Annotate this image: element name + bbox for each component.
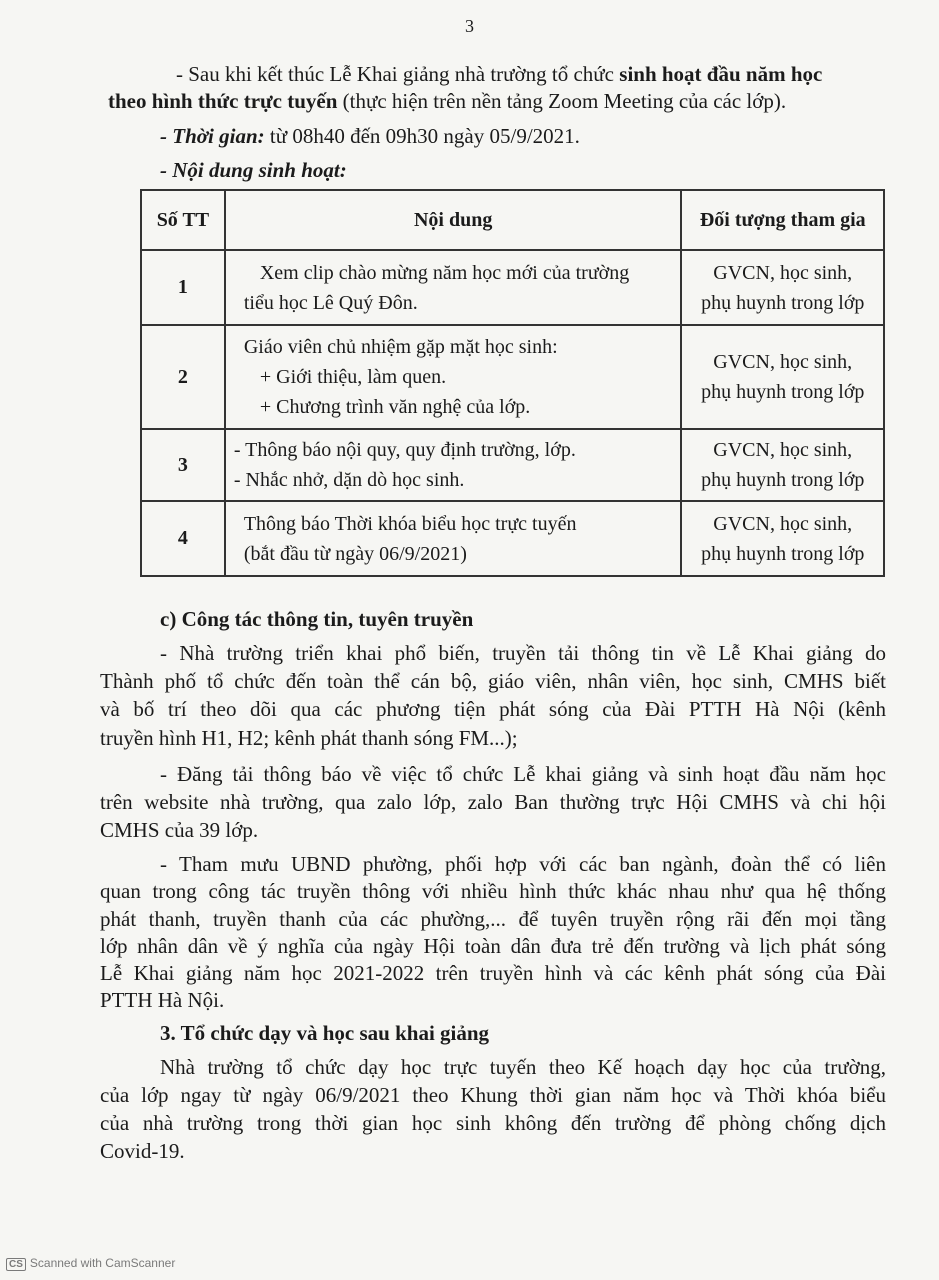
participants-line: phụ huynh trong lớp (701, 291, 865, 314)
participants-line: GVCN, học sinh, (713, 351, 853, 373)
header-content: Nội dung (225, 190, 682, 250)
scanner-watermark (6, 1256, 175, 1271)
paragraph-line: Lễ Khai giảng năm học 2021-2022 trên truyền hình và các kênh phát sóng của Đài (100, 961, 886, 985)
participants-line: phụ huynh trong lớp (701, 381, 865, 403)
table-row (141, 325, 884, 429)
intro-line-1 (176, 62, 822, 87)
paragraph-line: Thành phố tổ chức đến toàn thể cán bộ, giáo viên, nhân viên, học sinh, CMHS biết (100, 669, 886, 693)
paragraph-line: quan trong công tác truyền thông với nhiều hình thức khác nhau như qua hệ thống (100, 879, 886, 903)
participants-line: phụ huynh trong lớp (701, 469, 865, 491)
paragraph-line: truyền hình H1, H2; kênh phát thanh sóng FM...); (100, 726, 518, 750)
participants-line: GVCN, học sinh, (713, 261, 853, 284)
section-3-heading: 3. Tổ chức dạy và học sau khai giảng (160, 1021, 490, 1045)
paragraph-line: và bố trí theo dõi qua các phương tiện phát sóng của Đài PTTH Hà Nội (kênh (100, 697, 886, 721)
row-number: 2 (141, 325, 225, 429)
row-participants (681, 429, 884, 501)
paragraph-line: - Nhà trường triển khai phổ biến, truyền tải thông tin về Lễ Khai giảng do (160, 641, 886, 665)
intro-bold-text-2: theo hình thức trực tuyến (108, 89, 338, 113)
participants-line: GVCN, học sinh, (713, 512, 853, 535)
content-line: + Giới thiệu, làm quen. (259, 366, 447, 388)
paragraph-line: của nhà trường trong thời gian học sinh không đến trường để phòng chống dịch (100, 1111, 886, 1135)
row-participants (681, 250, 884, 325)
paragraph-line: lớp nhân dân về ý nghĩa của ngày Hội toàn dân đưa trẻ đến trường và lịch phát sóng (100, 934, 886, 958)
intro-text-2: (thực hiện trên nền tảng Zoom Meeting của các lớp). (337, 89, 787, 113)
time-label: - Thời gian: (160, 124, 265, 148)
time-line (160, 124, 580, 149)
row-content (225, 501, 682, 576)
participants-line: phụ huynh trong lớp (701, 542, 865, 565)
row-content (225, 429, 682, 501)
paragraph-line: của lớp ngay từ ngày 06/9/2021 theo Khung thời gian năm học và Thời khóa biểu (100, 1083, 886, 1107)
table-row (141, 501, 884, 576)
row-content (225, 250, 682, 325)
content-line: Thông báo Thời khóa biểu học trực tuyến (243, 512, 577, 535)
content-line: tiểu học Lê Quý Đôn. (243, 291, 418, 314)
content-line: Xem clip chào mừng năm học mới của trường (259, 261, 630, 284)
header-no: Số TT (141, 190, 225, 250)
paragraph-line: Nhà trường tổ chức dạy học trực tuyến theo Kế hoạch dạy học của trường, (160, 1055, 886, 1079)
intro-bold-text: sinh hoạt đầu năm học (619, 62, 823, 86)
table-header-row (141, 190, 884, 250)
watermark-text: Scanned with CamScanner (29, 1256, 176, 1270)
intro-line-2 (108, 89, 786, 114)
content-line: - Thông báo nội quy, quy định trường, lớp. (233, 439, 576, 461)
paragraph-line: - Tham mưu UBND phường, phối hợp với các ban ngành, đoàn thể có liên (160, 852, 886, 876)
paragraph-line: - Đăng tải thông báo về việc tổ chức Lễ khai giảng và sinh hoạt đầu năm học (160, 762, 886, 786)
content-label: - Nội dung sinh hoạt: (160, 158, 347, 182)
row-number: 1 (141, 250, 225, 325)
paragraph-line: PTTH Hà Nội. (100, 988, 225, 1012)
paragraph-line: CMHS của 39 lớp. (100, 818, 259, 842)
page-number: 3 (465, 16, 474, 36)
row-participants (681, 501, 884, 576)
row-number: 3 (141, 429, 225, 501)
paragraph-line: Covid-19. (100, 1139, 185, 1163)
header-participants: Đối tượng tham gia (681, 190, 884, 250)
intro-text: - Sau khi kết thúc Lễ Khai giảng nhà trường tổ chức (176, 62, 620, 86)
row-participants (681, 325, 884, 429)
camscanner-icon: CS (6, 1258, 26, 1271)
row-number: 4 (141, 501, 225, 576)
row-content (225, 325, 682, 429)
paragraph-line: phát thanh, truyền thanh của các phường,... để tuyên truyền rộng rãi đến mọi tầng (100, 907, 886, 931)
participants-line: GVCN, học sinh, (713, 439, 853, 461)
table-row (141, 250, 884, 325)
table-row (141, 429, 884, 501)
paragraph-line: trên website nhà trường, qua zalo lớp, zalo Ban thường trực Hội CMHS và chi hội (100, 790, 886, 814)
section-c-heading: c) Công tác thông tin, tuyên truyền (160, 607, 474, 631)
content-line: - Nhắc nhở, dặn dò học sinh. (233, 469, 465, 491)
content-line: (bắt đầu từ ngày 06/9/2021) (243, 542, 467, 565)
time-value: từ 08h40 đến 09h30 ngày 05/9/2021. (264, 124, 580, 148)
activity-table (140, 189, 885, 577)
content-line: Giáo viên chủ nhiệm gặp mặt học sinh: (243, 336, 558, 358)
content-line: + Chương trình văn nghệ của lớp. (259, 396, 531, 418)
